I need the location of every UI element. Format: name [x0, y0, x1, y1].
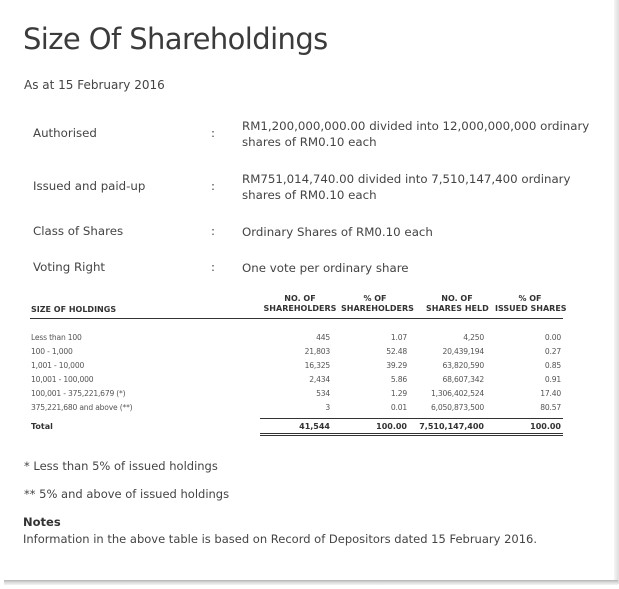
- header-no-of-shareholders: [262, 294, 338, 314]
- header-line: NO. OF: [284, 294, 316, 303]
- notes-heading: Notes: [23, 515, 61, 529]
- table-cell-holders: 16,325: [304, 361, 330, 370]
- table-cell-shares: 68,607,342: [442, 375, 484, 384]
- info-label: Voting Right: [33, 260, 106, 274]
- footnote-less-than-5: * Less than 5% of issued holdings: [24, 459, 218, 473]
- page-edge-shadow: [614, 0, 619, 584]
- info-value: Ordinary Shares of RM0.10 each: [242, 225, 433, 239]
- page-bottom-shadow: [4, 580, 618, 585]
- header-line: % OF: [363, 294, 387, 303]
- table-cell-shares: 20,439,194: [442, 347, 484, 356]
- table-cell-pct-shares: 0.85: [544, 361, 561, 370]
- table-cell-holders: 534: [316, 389, 330, 398]
- table-cell-pct-holders: 1.07: [390, 333, 407, 342]
- table-cell-pct-shares: 80.57: [540, 403, 561, 412]
- table-cell-shares: 6,050,873,500: [431, 403, 484, 412]
- page-title: Size Of Shareholdings: [23, 22, 328, 56]
- table-cell-pct-shares: 0.91: [544, 375, 561, 384]
- table-cell-holders: 445: [316, 333, 330, 342]
- info-label: Authorised: [33, 126, 97, 140]
- table-cell-pct-holders: 5.86: [390, 375, 407, 384]
- info-label: Class of Shares: [33, 224, 124, 238]
- info-value: RM751,014,740.00 divided into 7,510,147,400 ordinary shares of RM0.10 each: [242, 172, 571, 202]
- table-cell-pct-holders: 52.48: [386, 347, 407, 356]
- table-cell-size: 375,221,680 and above (**): [31, 403, 133, 412]
- footnote-5-and-above: ** 5% and above of issued holdings: [24, 487, 230, 501]
- header-line: SHAREHOLDERS: [341, 304, 414, 313]
- table-cell-pct-holders: 0.01: [390, 403, 407, 412]
- info-colon: :: [211, 126, 215, 140]
- header-no-of-shares-held: [426, 294, 488, 314]
- header-line: ISSUED SHARES: [495, 304, 567, 313]
- total-pct-shares: 100.00: [530, 422, 561, 431]
- info-value: RM1,200,000,000.00 divided into 12,000,000,000 ordinary shares of RM0.10 each: [242, 119, 590, 149]
- table-cell-pct-holders: 39.29: [386, 361, 407, 370]
- total-shares: 7,510,147,400: [419, 422, 484, 431]
- table-cell-size: 10,001 - 100,000: [31, 375, 94, 384]
- info-value: One vote per ordinary share: [242, 261, 409, 275]
- table-cell-shares: 4,250: [463, 333, 484, 342]
- header-size-of-holdings: SIZE OF HOLDINGS: [31, 305, 117, 314]
- header-line: SHARES HELD: [426, 304, 489, 313]
- info-colon: :: [211, 224, 215, 238]
- total-label: Total: [31, 422, 53, 431]
- table-cell-pct-shares: 0.27: [544, 347, 561, 356]
- header-pct-of-issued-shares: [495, 294, 565, 314]
- header-line: SHAREHOLDERS: [263, 304, 337, 313]
- total-bottom-divider-1: [260, 433, 563, 434]
- table-cell-shares: 63,820,590: [442, 361, 484, 370]
- table-cell-shares: 1,306,402,524: [431, 389, 484, 398]
- info-colon: :: [211, 260, 215, 274]
- header-line: NO. OF: [441, 294, 473, 303]
- table-cell-size: 100 - 1,000: [31, 347, 73, 356]
- total-bottom-divider-2: [260, 435, 563, 436]
- header-divider: [30, 318, 563, 319]
- table-cell-pct-shares: 0.00: [544, 333, 561, 342]
- total-top-divider: [260, 418, 563, 419]
- header-line: % OF: [518, 294, 542, 303]
- table-cell-pct-shares: 17.40: [540, 389, 561, 398]
- as-at-date: As at 15 February 2016: [24, 78, 165, 92]
- header-pct-of-shareholders: [341, 294, 414, 314]
- table-cell-holders: 21,803: [304, 347, 330, 356]
- total-pct-holders: 100.00: [376, 422, 407, 431]
- table-cell-holders: 3: [325, 403, 330, 412]
- table-cell-size: Less than 100: [31, 333, 82, 342]
- table-cell-size: 100,001 - 375,221,679 (*): [31, 389, 126, 398]
- info-label: Issued and paid-up: [33, 179, 146, 193]
- info-colon: :: [211, 179, 215, 193]
- table-cell-size: 1,001 - 10,000: [31, 361, 85, 370]
- table-cell-pct-holders: 1.29: [390, 389, 407, 398]
- notes-body: Information in the above table is based on Record of Depositors dated 15 February 2016.: [23, 532, 537, 546]
- table-cell-holders: 2,434: [309, 375, 330, 384]
- total-holders: 41,544: [299, 422, 330, 431]
